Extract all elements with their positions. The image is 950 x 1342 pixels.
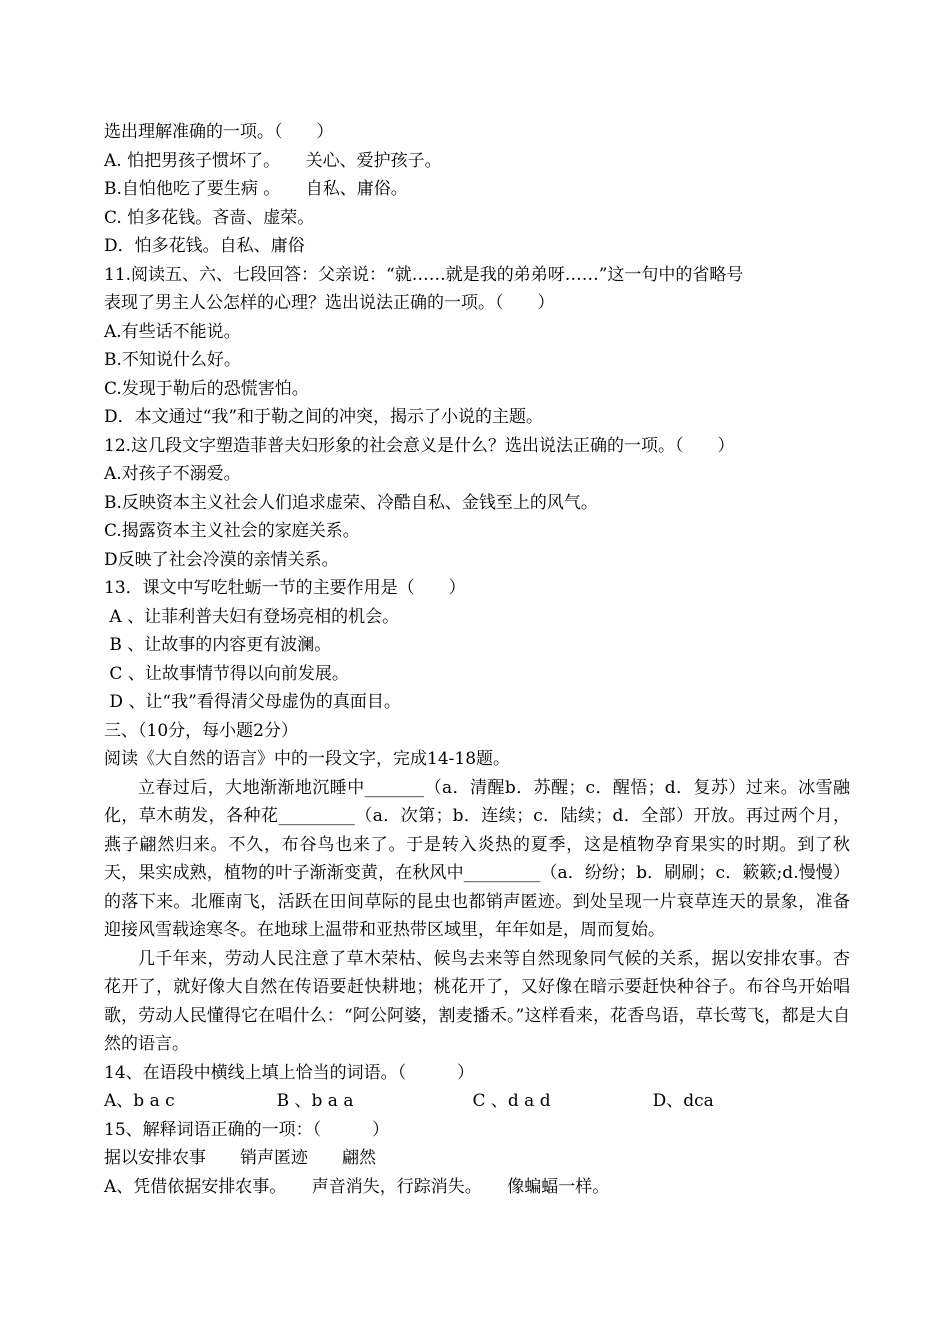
q10-prompt: 选出理解准确的一项。（ ） (104, 122, 334, 142)
q13-option-a: A 、让菲利普夫妇有登场亮相的机会。 (104, 606, 400, 627)
q13-option-d: D 、让“我”看得清父母虚伪的真面目。 (104, 692, 401, 712)
section3-heading: 三、（10分，每小题2分） (104, 720, 298, 741)
q15-terms: 据以安排农事 销声匿迹 翩然 (104, 1148, 376, 1168)
q14-options: A、b a c B 、b a a C 、d a d D、dca (104, 1091, 714, 1111)
q10-option-d: D．怕多花钱。自私、庸俗 (104, 236, 305, 256)
q11-option-b: B.不知说什么好。 (104, 350, 241, 370)
q12-option-a: A.对孩子不溺爱。 (104, 464, 241, 484)
q12-option-b: B.反映资本主义社会人们追求虚荣、冷酷自私、金钱至上的风气。 (104, 492, 598, 513)
passage-paragraph-1: 立春过后，大地渐渐地沉睡中_______（a．清醒b．苏醒；c．醒悟；d．复苏）过来。冰雪融化，草木萌发，各种花_________（a．次第；b．连续；c．陆续；d．全部）开放。再过两个月，燕子翩然归来。不久，布谷鸟也来了。于是转入炎热的夏季，这是植物孕育果实的时期。到了秋天，果实成熟，植物的叶子渐渐变黄，在秋风中_________（a．纷纷；b．刷刷；c．簌簌;d.慢慢）的落下来。北雁南飞，活跃在田间草际的昆虫也都销声匿迹。到处呈现一片衰草连天的景象，准备迎接风雪载途寒冬。在地球上温带和亚热带区域里，年年如是，周而复始。 (104, 777, 850, 940)
q13-option-b: B 、让故事的内容更有波澜。 (104, 635, 332, 655)
q15-prompt: 15、解释词语正确的一项：（ ） (104, 1119, 390, 1140)
q13-option-c: C 、让故事情节得以向前发展。 (104, 663, 349, 684)
q11-option-a: A.有些话不能说。 (104, 321, 241, 342)
q10-option-c: C. 怕多花钱。吝啬、虚荣。 (104, 207, 315, 228)
q12-option-c: C.揭露资本主义社会的家庭关系。 (104, 521, 360, 541)
q15-option-a: A、凭借依据安排农事。 声音消失，行踪消失。 像蝙蝠一样。 (104, 1176, 610, 1197)
q13-prompt: 13．课文中写吃牡蛎一节的主要作用是（ ） (104, 578, 466, 598)
q11-prompt-line2: 表现了男主人公怎样的心理？选出说法正确的一项。（ ） (104, 293, 555, 313)
section3-intro: 阅读《大自然的语言》中的一段文字，完成14-18题。 (104, 749, 511, 769)
q12-option-d: D反映了社会冷漠的亲情关系。 (104, 549, 339, 570)
q12-prompt: 12.这几段文字塑造菲普夫妇形象的社会意义是什么？选出说法正确的一项。（ ） (104, 435, 735, 456)
q11-option-d: D．本文通过“我”和于勒之间的冲突，揭示了小说的主题。 (104, 407, 544, 427)
q10-option-a: A. 怕把男孩子惯坏了。 关心、爱护孩子。 (104, 150, 442, 171)
q14-prompt: 14、在语段中横线上填上恰当的词语。（ ） (104, 1062, 475, 1083)
passage-paragraph-2: 几千年来，劳动人民注意了草木荣枯、候鸟去来等自然现象同气候的关系，据以安排农事。杏花开了，就好像大自然在传语要赶快耕地；桃花开了，又好像在暗示要赶快种谷子。布谷鸟开始唱歌，劳动人民懂得它在唱什么：“阿公阿婆，割麦播禾。”这样看来，花香鸟语，草长莺飞，都是大自然的语言。 (104, 948, 850, 1054)
q10-option-b: B.自怕他吃了要生病 。 自私、庸俗。 (104, 179, 408, 199)
page-content (104, 118, 850, 1201)
q11-option-c: C.发现于勒后的恐慌害怕。 (104, 378, 309, 399)
q11-prompt-line1: 11.阅读五、六、七段回答：父亲说：“就……就是我的弟弟呀……”这一句中的省略号 (104, 264, 744, 285)
